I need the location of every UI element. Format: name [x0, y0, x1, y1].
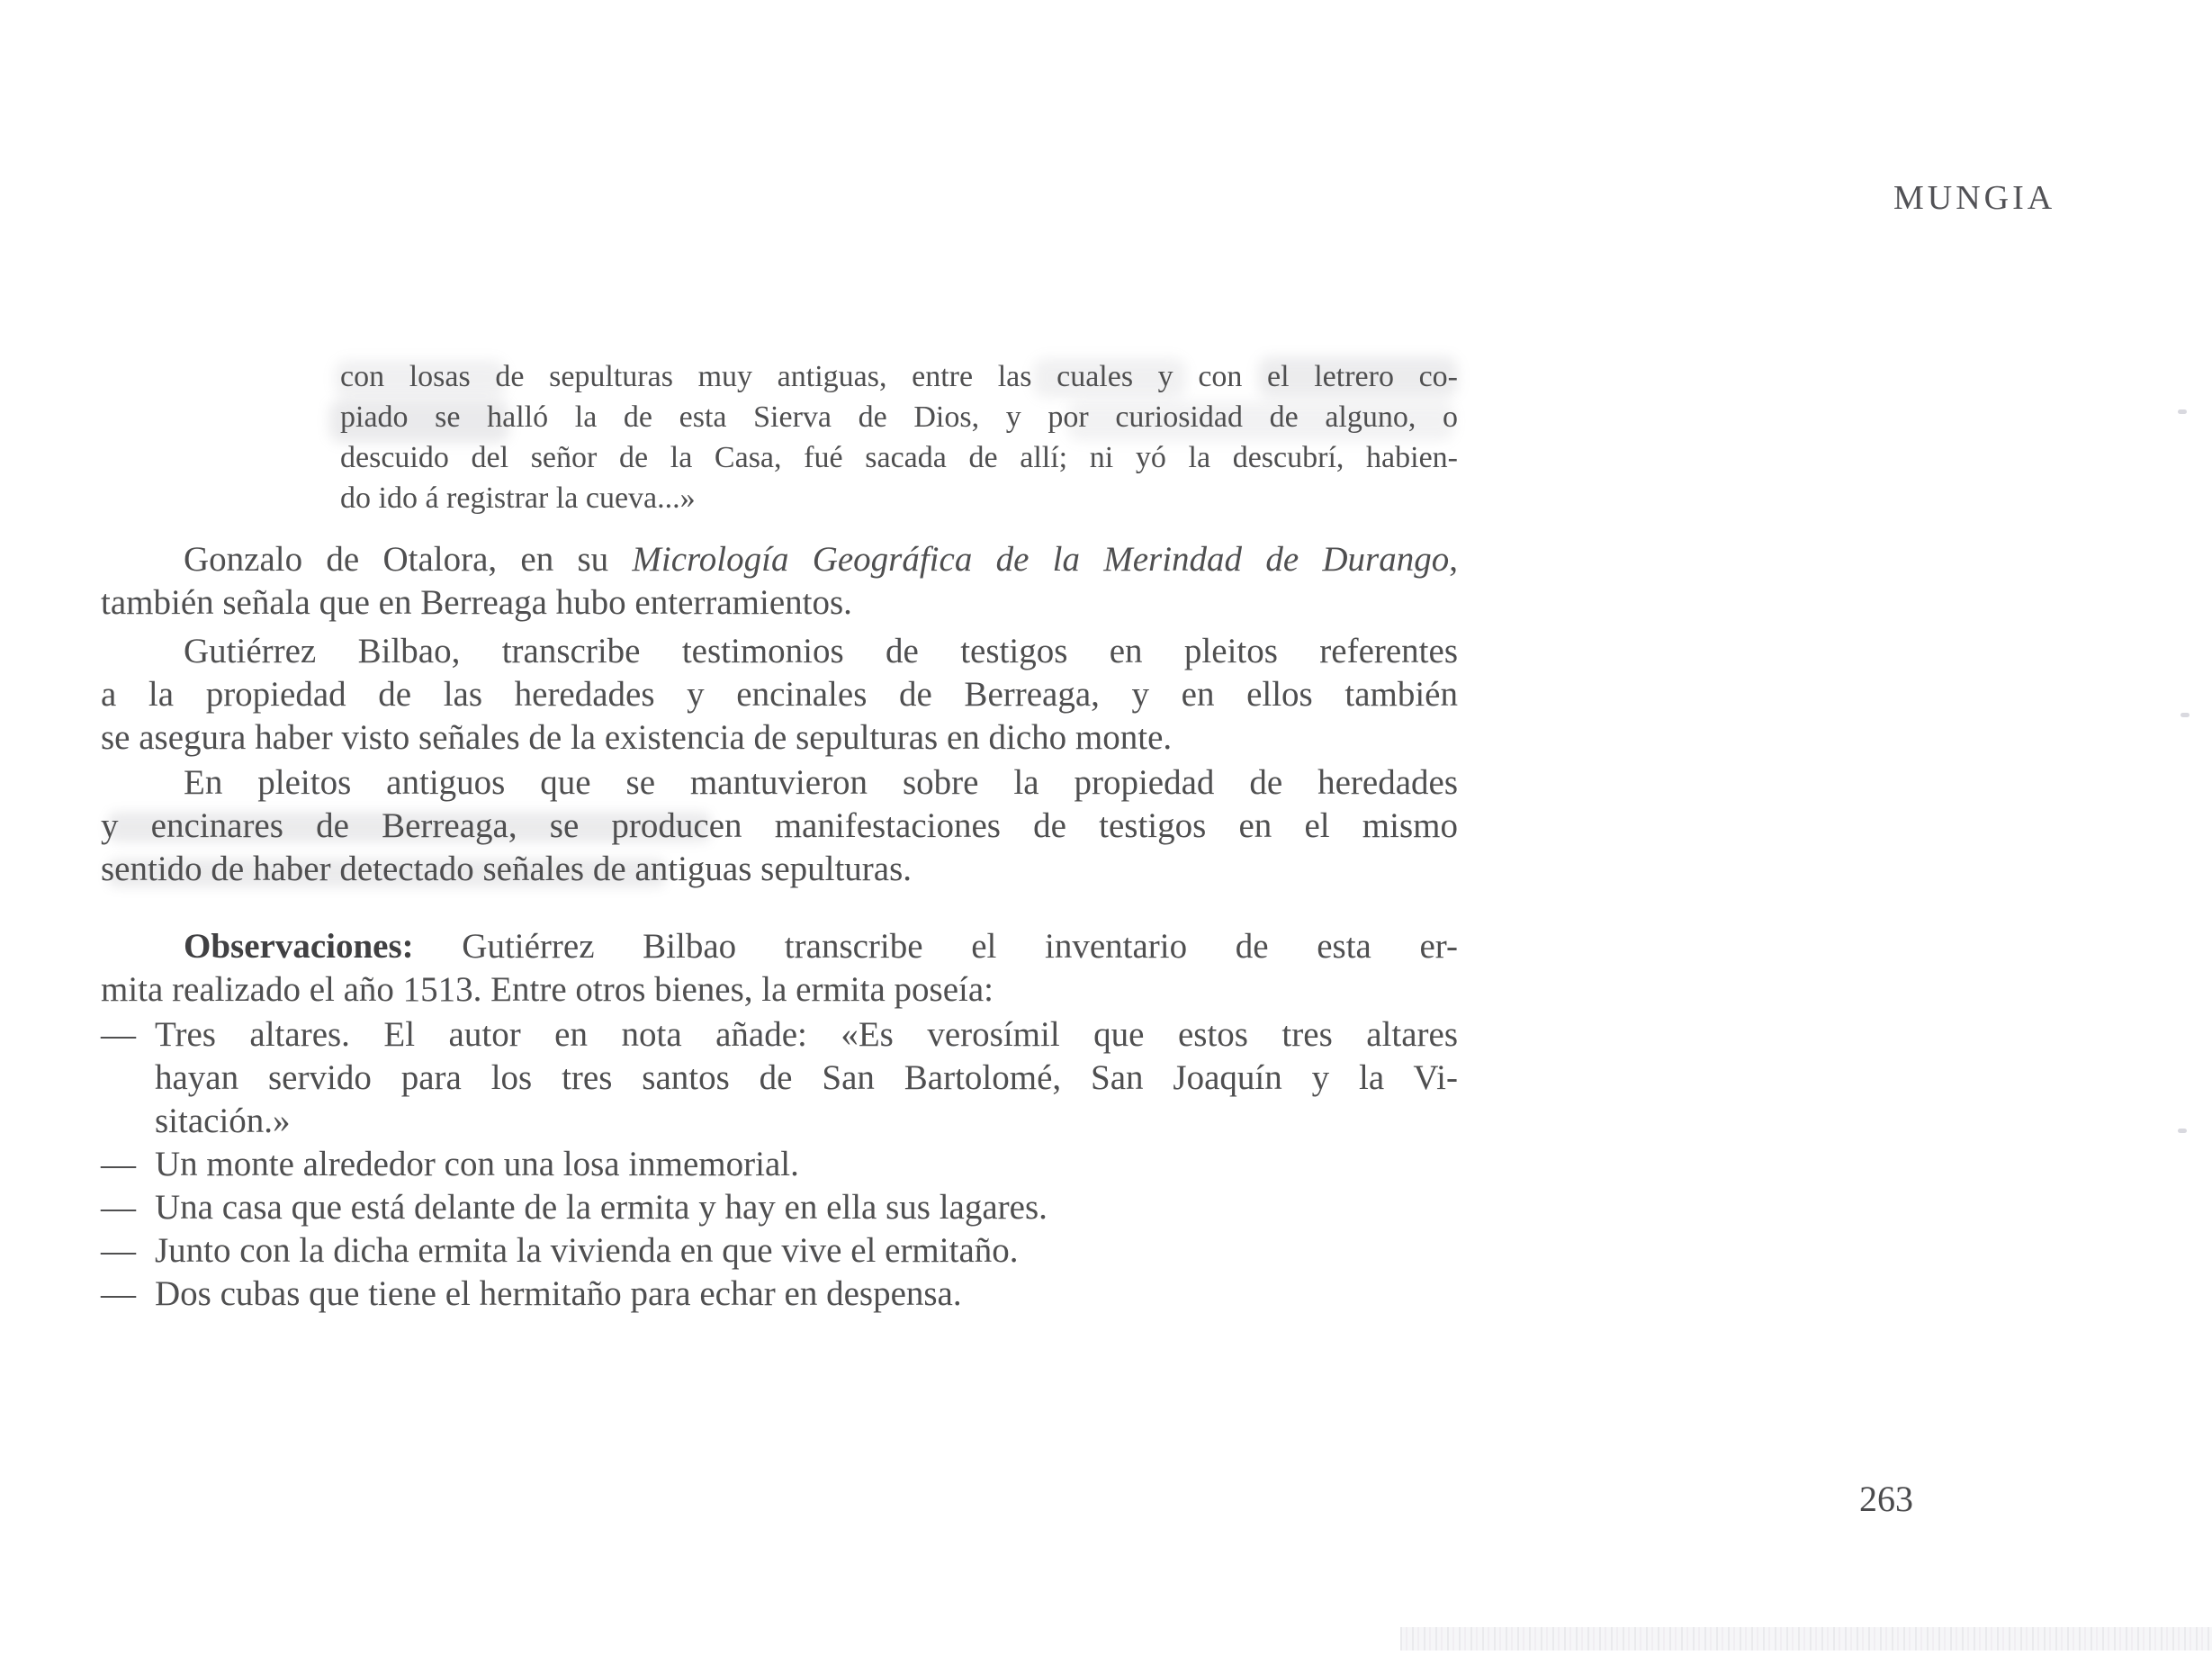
paragraph-line [101, 538, 1458, 581]
text-run: Dos cubas que tiene el hermitaño para echar en despensa. [155, 1274, 962, 1313]
paragraph-pleitos [101, 761, 1458, 891]
scan-speck [2178, 409, 2187, 414]
list-item-line [101, 1143, 1458, 1186]
block-quote [340, 356, 1458, 518]
list-item [101, 1013, 1458, 1143]
paragraph-observaciones [101, 925, 1458, 1012]
paragraph-line: En pleitos antiguos que se mantuvieron sobre la propiedad de heredades [184, 763, 1458, 802]
scan-speck [2181, 713, 2190, 717]
paragraph-gutierrez [101, 630, 1458, 760]
scan-speck [2178, 1129, 2187, 1133]
list-item-line: hayan servido para los tres santos de San Bartolomé, San Joaquín y la Vi- [155, 1058, 1458, 1097]
quote-line: descuido del señor de la Casa, fué sacada de allí; ni yó la descubrí, habien- [340, 441, 1458, 474]
observaciones-label: Observaciones: [184, 927, 414, 966]
paragraph-line: mita realizado el año 1513. Entre otros bienes, la ermita poseía: [101, 970, 994, 1009]
book-title-italic: Micrología Geográfica de la Merindad de Durango [632, 540, 1450, 579]
list-item-line [101, 1186, 1458, 1229]
text-run: Tres altares. El autor en nota añade: «Es verosímil que estos tres altares [155, 1015, 1458, 1054]
paragraph-line: Gutiérrez Bilbao, transcribe testimonios de testigos en pleitos referentes [184, 632, 1458, 670]
em-dash: — [101, 1145, 136, 1183]
em-dash: — [101, 1015, 136, 1054]
paragraph-line [101, 925, 1458, 968]
quote-line: do ido á registrar la cueva...» [340, 481, 696, 515]
quote-line: con losas de sepulturas muy antiguas, entre las cuales y con el letrero co- [340, 360, 1458, 393]
list-item-line: sitación.» [155, 1102, 291, 1140]
list-item-line [101, 1273, 1458, 1316]
quote-line: piado se halló la de esta Sierva de Dios, y por curiosidad de alguno, o [340, 400, 1458, 434]
em-dash: — [101, 1188, 136, 1227]
paragraph-line: y encinares de Berreaga, se producen manifestaciones de testigos en el mismo [101, 806, 1458, 845]
list-item [101, 1229, 1458, 1273]
text-run: Gonzalo de Otalora, en su [184, 540, 633, 579]
page-number: 263 [1859, 1479, 1913, 1519]
text-run: Un monte alrededor con una losa inmemorial. [155, 1145, 799, 1183]
running-head: MUNGIA [1893, 179, 2056, 217]
list-item [101, 1273, 1458, 1316]
paragraph-otalora [101, 538, 1458, 625]
em-dash: — [101, 1274, 136, 1313]
paragraph-line: también señala que en Berreaga hubo enterramientos. [101, 583, 852, 622]
text-run: , [1449, 540, 1458, 579]
paragraph-line: a la propiedad de las heredades y encinales de Berreaga, y en ellos también [101, 675, 1458, 714]
scan-noise-strip [1400, 1627, 2212, 1651]
text-run: Gutiérrez Bilbao transcribe el inventario de esta er- [413, 927, 1458, 966]
list-item-line [101, 1013, 1458, 1057]
list-item-line [101, 1229, 1458, 1273]
list-item [101, 1143, 1458, 1186]
text-run: Junto con la dicha ermita la vivienda en que vive el ermitaño. [155, 1231, 1019, 1270]
paragraph-line: sentido de haber detectado señales de antiguas sepulturas. [101, 850, 913, 888]
paragraph-line: se asegura haber visto señales de la existencia de sepulturas en dicho monte. [101, 718, 1173, 757]
text-run: Una casa que está delante de la ermita y hay en ella sus lagares. [155, 1188, 1048, 1227]
list-item [101, 1186, 1458, 1229]
inventory-list [101, 1013, 1458, 1316]
em-dash: — [101, 1231, 136, 1270]
